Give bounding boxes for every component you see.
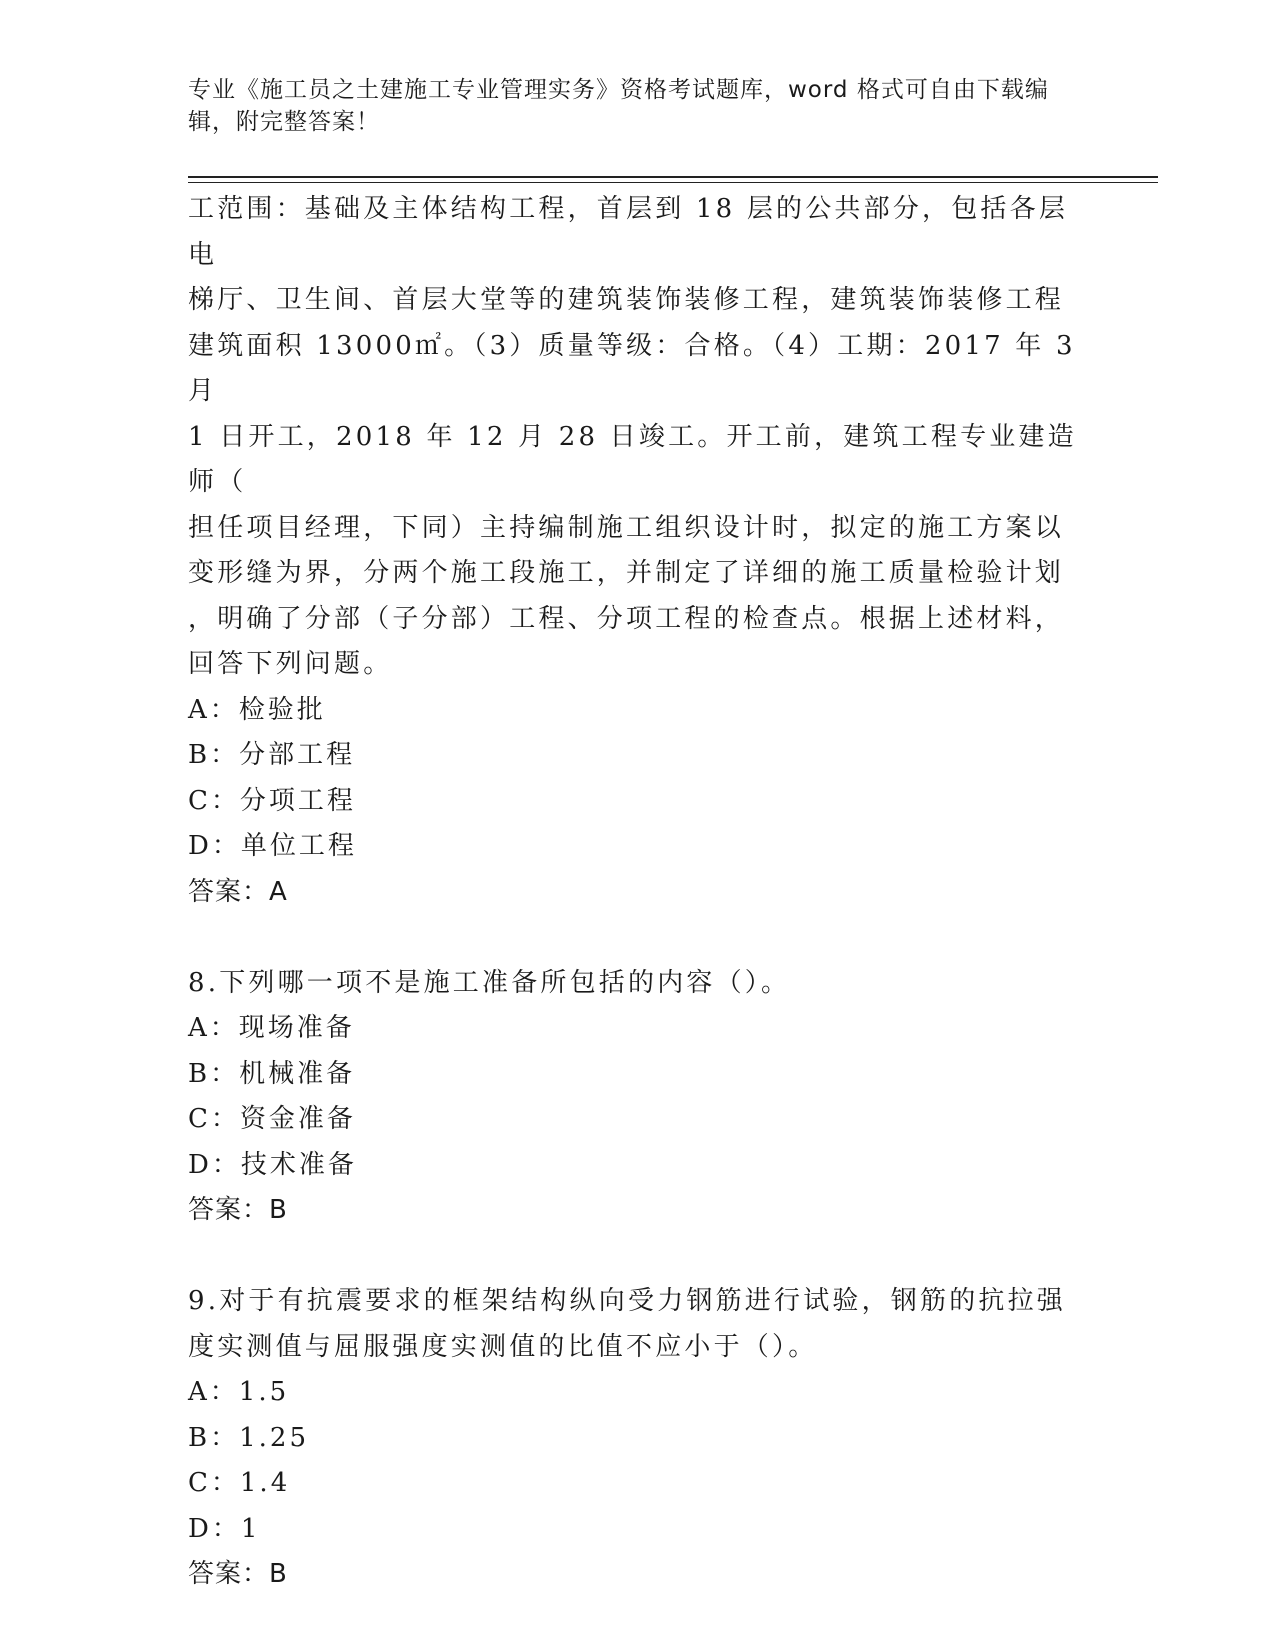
option-b: B：1.25 [188,1422,309,1453]
option-c: C：1.4 [188,1468,291,1498]
option-d: D：技术准备 [188,1149,357,1180]
question-text-line: 变形缝为界，分两个施工段施工，并制定了详细的施工质量检验计划 [188,558,1065,588]
question-content [188,187,1078,1598]
question-text-line: 1 日开工，2018 年 12 月 28 日竣工。开工前，建筑工程专业建造师（ [188,421,1077,497]
question-7 [188,187,1078,915]
question-text-line: 8.下列哪一项不是施工准备所包括的内容（）。 [188,967,791,998]
question-text-line: 回答下列问题。 [188,649,393,679]
question-text-line: ，明确了分部（子分部）工程、分项工程的检查点。根据上述材料， [188,603,1065,634]
option-a: A：检验批 [188,694,326,725]
spacer [188,915,1078,961]
option-a: A：现场准备 [188,1013,355,1043]
header-rule-thin [188,182,1158,183]
option-d: D：1 [188,1513,261,1544]
option-c: C：资金准备 [188,1104,356,1134]
option-d: D：单位工程 [188,831,357,861]
question-text-line: 建筑面积 13000㎡。（3）质量等级：合格。（4）工期：2017 年 3 月 [188,330,1076,406]
option-c: C：分项工程 [188,785,356,816]
header-rule-thick [188,176,1158,178]
question-text-line: 度实测值与屈服强度实测值的比值不应小于（）。 [188,1331,818,1362]
answer-line: 答案：B [188,1195,288,1225]
question-text-line: 梯厅、卫生间、首层大堂等的建筑装饰装修工程，建筑装饰装修工程 [188,285,1065,315]
option-b: B：分部工程 [188,740,356,770]
option-a: A：1.5 [188,1377,290,1407]
question-text-line: 工范围：基础及主体结构工程，首层到 18 层的公共部分，包括各层电 [188,194,1069,270]
question-text-line: 9.对于有抗震要求的框架结构纵向受力钢筋进行试验，钢筋的抗拉强 [188,1286,1067,1316]
document-header: 专业《施工员之土建施工专业管理实务》资格考试题库，word 格式可自由下载编辑，附完整答案！ [188,77,1049,135]
question-text-line: 担任项目经理，下同）主持编制施工组织设计时，拟定的施工方案以 [188,512,1065,543]
question-8 [188,961,1078,1234]
spacer [188,1234,1078,1280]
answer-line: 答案：A [188,876,288,907]
answer-line: 答案：B [188,1559,288,1589]
question-9 [188,1279,1078,1598]
option-b: B：机械准备 [188,1058,356,1089]
